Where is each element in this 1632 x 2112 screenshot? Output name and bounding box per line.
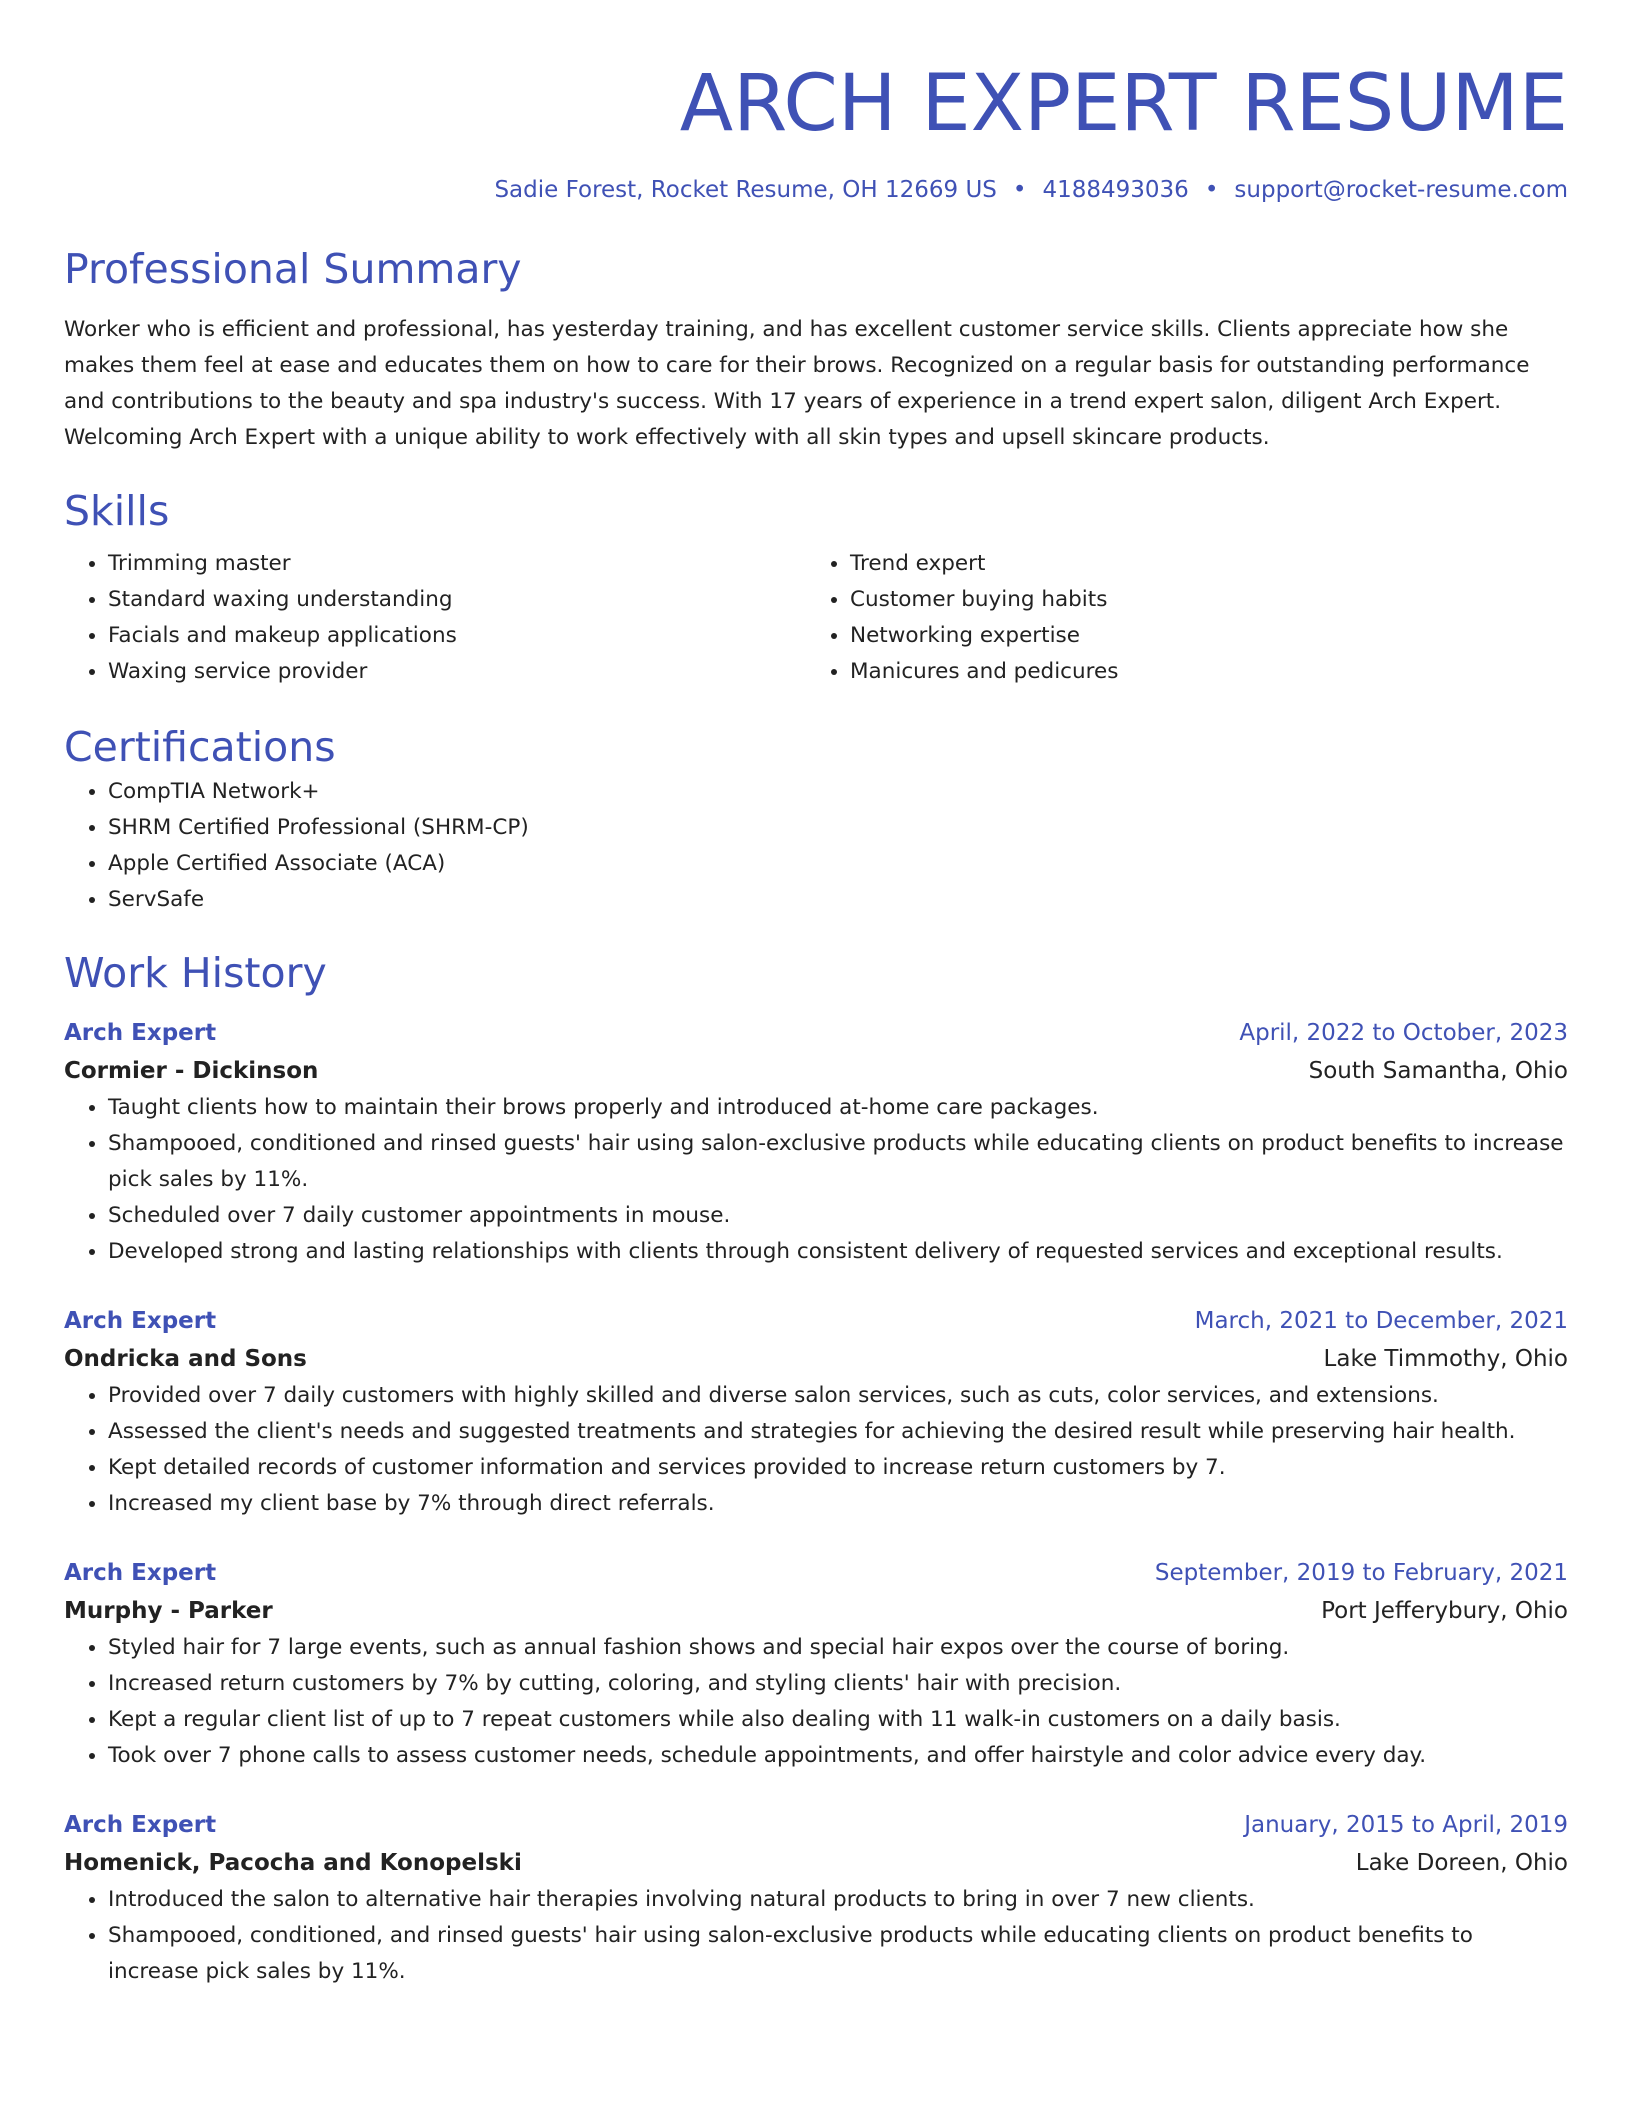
job-bullets bbox=[64, 1630, 1568, 1774]
skill-item: • Standard waxing understanding bbox=[108, 582, 806, 618]
section-heading-certifications: Certifications bbox=[64, 723, 336, 771]
job-company: Ondricka and Sons bbox=[64, 1346, 307, 1372]
job-bullets bbox=[64, 1378, 1568, 1522]
section-heading-summary: Professional Summary bbox=[64, 245, 522, 293]
document-title: ARCH EXPERT RESUME bbox=[679, 59, 1568, 149]
job-bullet: • Increased my client base by 7% through direct referrals. bbox=[108, 1486, 1568, 1522]
contact-email: support@rocket-resume.com bbox=[1234, 177, 1568, 203]
separator-dot: • bbox=[1012, 177, 1027, 203]
summary-text: Worker who is efficient and professional, has yesterday training, and has excellent customer service skills. Clients appreciate how she makes them feel at ease and educates them on how to care for their brows. Recognized on a regular basis for outstanding performance and contributions to the beauty and spa industry's success. With 17 years of experience in a trend expert salon, diligent Arch Expert. Welcoming Arch Expert with a unique ability to work effectively with all skin types and upsell skincare products. bbox=[64, 317, 1530, 450]
work-history-list bbox=[64, 1014, 1568, 1990]
section-heading-work-history: Work History bbox=[64, 949, 327, 997]
job-dates: March, 2021 to December, 2021 bbox=[1194, 1308, 1568, 1334]
job-location: Lake Doreen, Ohio bbox=[1355, 1850, 1568, 1876]
job-title: Arch Expert bbox=[64, 1308, 217, 1334]
job-bullet: • Took over 7 phone calls to assess customer needs, schedule appointments, and offer hairstyle and color advice every day. bbox=[108, 1738, 1568, 1774]
job-bullet: • Shampooed, conditioned and rinsed guests' hair using salon-exclusive products while educating clients on product benefits to increase pick sales by 11%. bbox=[108, 1126, 1568, 1198]
job-bullet: • Developed strong and lasting relationships with clients through consistent delivery of requested services and exceptional results. bbox=[108, 1234, 1568, 1270]
job-bullet: • Increased return customers by 7% by cutting, coloring, and styling clients' hair with precision. bbox=[108, 1666, 1568, 1702]
job-bullet: • Taught clients how to maintain their brows properly and introduced at-home care packages. bbox=[108, 1090, 1568, 1126]
certifications-list bbox=[64, 774, 1568, 918]
job-bullet: • Scheduled over 7 daily customer appointments in mouse. bbox=[108, 1198, 1568, 1234]
certification-item: • ServSafe bbox=[108, 882, 1568, 918]
job-dates: January, 2015 to April, 2019 bbox=[1244, 1812, 1568, 1838]
certification-item: • SHRM Certified Professional (SHRM-CP) bbox=[108, 810, 1568, 846]
job-bullet: • Shampooed, conditioned, and rinsed guests' hair using salon-exclusive products while educating clients on product benefits to increase pick sales by 11%. bbox=[108, 1918, 1568, 1990]
skill-item: • Networking expertise bbox=[850, 618, 1548, 654]
job-entry bbox=[64, 1806, 1568, 1990]
resume-header bbox=[64, 0, 1568, 206]
contact-address: Sadie Forest, Rocket Resume, OH 12669 US bbox=[494, 177, 997, 203]
certification-item: • Apple Certified Associate (ACA) bbox=[108, 846, 1568, 882]
skill-item: • Trimming master bbox=[108, 546, 806, 582]
separator-dot: • bbox=[1204, 177, 1219, 203]
skill-item: • Trend expert bbox=[850, 546, 1548, 582]
job-bullet: • Styled hair for 7 large events, such as annual fashion shows and special hair expos over the course of boring. bbox=[108, 1630, 1568, 1666]
job-company: Murphy - Parker bbox=[64, 1598, 273, 1624]
skills-column-right bbox=[806, 546, 1548, 690]
job-entry bbox=[64, 1554, 1568, 1774]
job-location: Lake Timmothy, Ohio bbox=[1323, 1346, 1568, 1372]
job-location: South Samantha, Ohio bbox=[1308, 1058, 1568, 1084]
job-bullet: • Introduced the salon to alternative hair therapies involving natural products to bring in over 7 new clients. bbox=[108, 1882, 1568, 1918]
job-dates: April, 2022 to October, 2023 bbox=[1239, 1020, 1568, 1046]
contact-line bbox=[64, 174, 1568, 206]
job-bullets bbox=[64, 1090, 1568, 1270]
job-title: Arch Expert bbox=[64, 1560, 217, 1586]
skill-item: • Facials and makeup applications bbox=[108, 618, 806, 654]
certification-item: • CompTIA Network+ bbox=[108, 774, 1568, 810]
skill-item: • Manicures and pedicures bbox=[850, 654, 1548, 690]
job-bullets bbox=[64, 1882, 1568, 1990]
job-entry bbox=[64, 1302, 1568, 1522]
job-title: Arch Expert bbox=[64, 1812, 217, 1838]
job-location: Port Jefferybury, Ohio bbox=[1321, 1598, 1568, 1624]
job-company: Homenick, Pacocha and Konopelski bbox=[64, 1850, 522, 1876]
job-bullet: • Provided over 7 daily customers with highly skilled and diverse salon services, such as cuts, color services, and extensions. bbox=[108, 1378, 1568, 1414]
skills-grid bbox=[64, 546, 1568, 690]
job-entry bbox=[64, 1014, 1568, 1270]
job-bullet: • Kept detailed records of customer information and services provided to increase return customers by 7. bbox=[108, 1450, 1568, 1486]
job-bullet: • Kept a regular client list of up to 7 repeat customers while also dealing with 11 walk-in customers on a daily basis. bbox=[108, 1702, 1568, 1738]
skills-column-left bbox=[64, 546, 806, 690]
skill-item: • Customer buying habits bbox=[850, 582, 1548, 618]
section-heading-skills: Skills bbox=[64, 487, 170, 535]
skill-item: • Waxing service provider bbox=[108, 654, 806, 690]
contact-phone: 4188493036 bbox=[1042, 177, 1189, 203]
job-title: Arch Expert bbox=[64, 1020, 217, 1046]
job-dates: September, 2019 to February, 2021 bbox=[1154, 1560, 1568, 1586]
job-bullet: • Assessed the client's needs and suggested treatments and strategies for achieving the desired result while preserving hair health. bbox=[108, 1414, 1568, 1450]
job-company: Cormier - Dickinson bbox=[64, 1058, 319, 1084]
